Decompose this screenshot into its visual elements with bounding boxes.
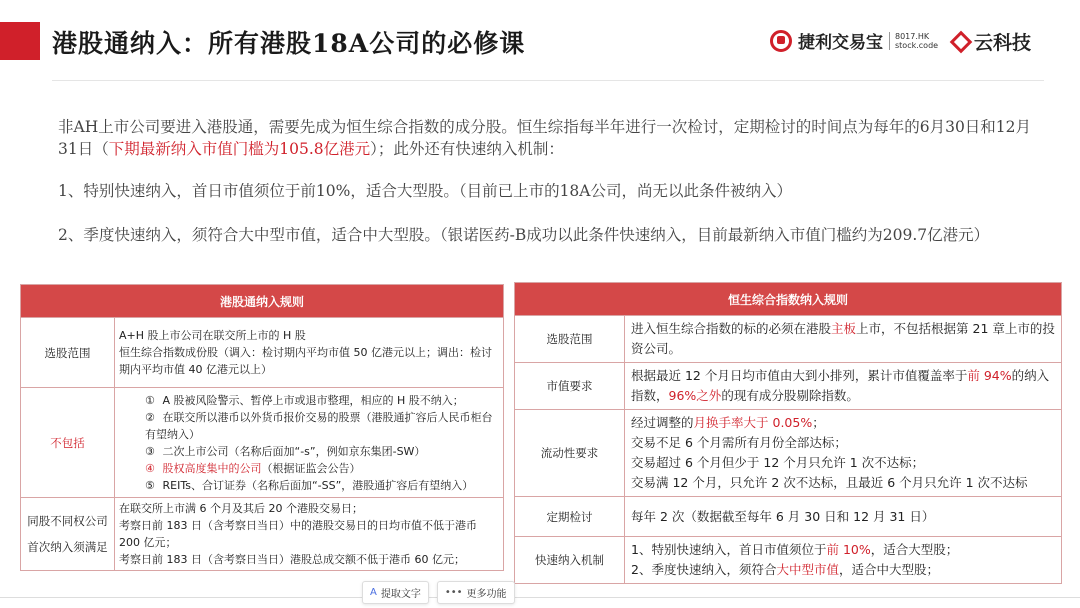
r3-highlight: 月换手率大于 0.05%: [693, 415, 813, 430]
intro-paragraph-2: 1、特别快速纳入，首日市值须位于前10%，适合大型股。（目前已上市的18A公司，尚无以此条件被纳入）: [58, 182, 792, 200]
left-r3-label-b: 首次纳入须满足: [27, 540, 108, 554]
right-row-label: 选股范围: [515, 316, 625, 363]
left-r3-line: 在联交所上市满 6 个月及其后 20 个港股交易日；: [119, 502, 363, 515]
r5-line: [631, 540, 1055, 560]
intro-paragraph-1: [58, 116, 1043, 160]
table-row: [515, 497, 1062, 537]
table-row: [21, 388, 504, 498]
left-row-label: 选股范围: [21, 318, 115, 388]
floating-toolbar: [362, 581, 515, 604]
exclusion-item: [119, 409, 499, 443]
right-row-label: 快速纳入机制: [515, 537, 625, 584]
r5-text-c: 2、季度快速纳入，须符合: [631, 562, 777, 577]
table-row: [515, 363, 1062, 410]
r2-highlight-2: 96%之外: [668, 388, 722, 403]
hk-connect-rules-table: [20, 284, 504, 571]
title-accent-bar: [0, 22, 40, 60]
r5-line: [631, 560, 1055, 580]
r1-highlight: 主板: [831, 321, 857, 336]
table-row: [515, 410, 1062, 497]
table-row: [515, 316, 1062, 363]
r5-highlight-2: 大中型市值: [776, 562, 839, 577]
r5-text-b: ，适合大型股；: [870, 542, 959, 557]
intro-p1-text-a: 非AH上市公司要进入港股通，需要先成为恒生综合指数的成分股。恒生综指每半年进行一次检讨，定期检讨的时间点为每年的6月30日和12月31日（: [58, 118, 1032, 158]
header-divider: [52, 80, 1044, 81]
item-text: 在联交所以港币以外货币报价交易的股票（港股通扩容后人民币柜台有望纳入）: [145, 410, 493, 441]
right-row-content: [625, 410, 1062, 497]
extract-text-label: 提取文字: [380, 589, 421, 600]
left-row-content: [115, 498, 504, 571]
jieli-code-text: 8017.HK: [895, 31, 930, 41]
r3-line: 交易满 12 个月，只允许 2 次不达标，且最近 6 个月只允许 1 次不达标: [631, 475, 1028, 490]
r3-line: 交易超过 6 个月但少于 12 个月只允许 1 次不达标；: [631, 455, 925, 470]
r3-line: 交易不足 6 个月需所有月份全部达标；: [631, 435, 847, 450]
r1-text-b: 上市，不包括根据第 21 章上市的投资公司。: [631, 321, 1055, 356]
r5-highlight-1: 前 10%: [826, 542, 871, 557]
table-row: [21, 498, 504, 571]
r3-line: [631, 413, 1055, 433]
table-row: [21, 318, 504, 388]
exclusion-item: [119, 443, 499, 460]
text-extract-icon: A: [370, 587, 377, 598]
jieli-logo-icon: [770, 30, 792, 52]
item-text: A 股被风险警示、暂停上市或退市整理，相应的 H 股不纳入；: [162, 393, 464, 407]
item-text: 股权高度集中的公司: [162, 461, 262, 475]
left-r3-line: 考察日前 183 日（含考察日当日）港股总成交额不低于港币 60 亿元；: [119, 553, 465, 566]
left-r1-line: A+H 股上市公司在联交所上市的 H 股: [119, 329, 306, 342]
right-row-label: 市值要求: [515, 363, 625, 410]
exclusion-item: [119, 392, 499, 409]
more-functions-button[interactable]: [437, 581, 515, 604]
page-title: 港股通纳入：所有港股18A公司的必修课: [52, 29, 526, 58]
intro-paragraph-3: 2、季度快速纳入，须符合大中型市值，适合中大型股。（银诺医药-B成功以此条件快速纳入，目前最新纳入市值门槛约为209.7亿港元）: [58, 226, 990, 244]
exclusion-item: [119, 460, 499, 477]
right-row-label: 定期检讨: [515, 497, 625, 537]
bottom-divider: [0, 597, 1080, 598]
r5-text-a: 1、特别快速纳入，首日市值须位于: [631, 542, 827, 557]
exclusion-item: [119, 477, 499, 494]
more-dots-icon: •••: [444, 587, 463, 598]
left-row-content: [115, 318, 504, 388]
left-row-label: 不包括: [21, 388, 115, 498]
right-row-content: 每年 2 次（数据截至每年 6 月 30 日和 12 月 31 日）: [625, 497, 1062, 537]
jieli-logo-code: [889, 32, 938, 50]
r2-text-c: 的现有成分股剔除指数。: [721, 388, 859, 403]
left-row-content: [115, 388, 504, 498]
r3-text-a: 经过调整的: [631, 415, 694, 430]
more-functions-label: 更多功能: [466, 589, 507, 600]
right-table-header: 恒生综合指数纳入规则: [515, 283, 1062, 316]
item-text: 二次上市公司（名称后面加“-s”，例如京东集团-SW）: [162, 444, 426, 458]
jieli-logo-name: 捷利交易宝: [798, 33, 883, 53]
right-row-content: [625, 363, 1062, 410]
r5-text-d: ，适合中大型股；: [838, 562, 939, 577]
left-r1-line: 恒生综合指数成份股（调入：检讨期内平均市值 50 亿港元以上；调出：检讨期内平均市值 40 亿港元以上）: [119, 346, 492, 376]
r2-highlight-1: 前 94%: [967, 368, 1012, 383]
diamond-icon: [950, 30, 973, 53]
jieli-logo: [770, 28, 938, 53]
left-row-label: [21, 498, 115, 571]
right-row-content: [625, 537, 1062, 584]
item-text-note: （根据证监会公告）: [261, 461, 361, 475]
item-number: ②: [145, 410, 155, 424]
yun-logo: [953, 28, 1031, 55]
yun-logo-name: 云科技: [974, 32, 1032, 54]
extract-text-button[interactable]: [362, 581, 429, 604]
intro-p1-highlight: 下期最新纳入市值门槛为105.8亿港元: [108, 140, 371, 158]
item-number: ④: [145, 461, 155, 475]
r2-text-a: 根据最近 12 个月日均市值由大到小排列，累计市值覆盖率于: [631, 368, 968, 383]
table-row: [515, 537, 1062, 584]
left-table-header: 港股通纳入规则: [21, 285, 504, 318]
right-row-label: 流动性要求: [515, 410, 625, 497]
r3-text-b: ；: [812, 415, 825, 430]
item-text: REITs、合订证券（名称后面加“-SS”，港股通扩容后有望纳入）: [162, 478, 474, 492]
r1-text-a: 进入恒生综合指数的标的必须在港股: [631, 321, 832, 336]
intro-p1-text-b: ）；此外还有快速纳入机制：: [370, 140, 564, 158]
hang-seng-index-rules-table: [514, 282, 1062, 584]
item-number: ③: [145, 444, 155, 458]
item-number: ①: [145, 393, 155, 407]
left-r3-line: 考察日前 183 日（含考察日当日）中的港股交易日的日均市值不低于港币 200 亿元；: [119, 519, 477, 549]
item-number: ⑤: [145, 478, 155, 492]
right-row-content: [625, 316, 1062, 363]
jieli-code-sub: stock.code: [895, 40, 939, 50]
left-r3-label-a: 同股不同权公司: [27, 514, 108, 528]
r2-text-b: 的纳入指数，: [631, 368, 1050, 403]
